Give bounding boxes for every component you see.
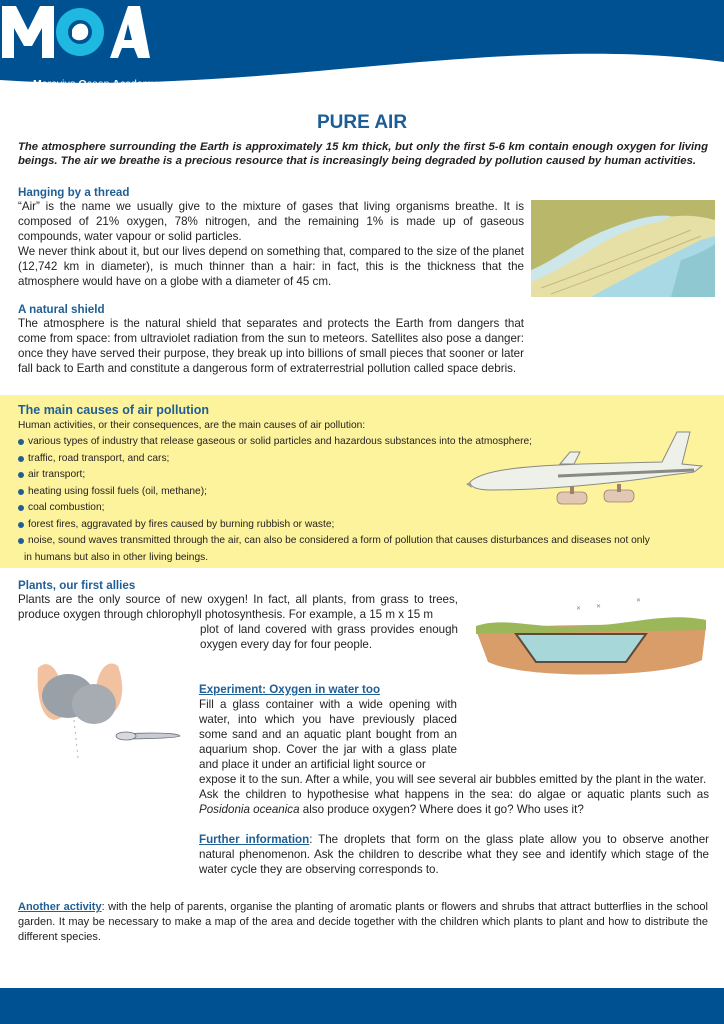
text: : The droplets that form on the glass plate allow you to observe another natural phenomenon. Ask the children to describe what they see and identify which stage of the water cycle they are observing corresponds to. bbox=[199, 833, 710, 876]
svg-text:✕: ✕ bbox=[636, 598, 642, 604]
lead-text: Human activities, or their consequences, are the main causes of air pollution: bbox=[18, 420, 366, 431]
tagline-m: M bbox=[33, 78, 42, 90]
section-another-activity bbox=[18, 900, 708, 945]
page-title: PURE AIR bbox=[316, 112, 408, 133]
list-item bbox=[18, 533, 708, 550]
text: also produce oxygen? Where does it go? Who uses it? bbox=[299, 803, 584, 816]
paragraph: plot of land covered with grass provides enough oxygen every day for four people. bbox=[200, 623, 458, 651]
list-item-text: traffic, road transport, and cars; bbox=[28, 452, 170, 464]
bullet-icon bbox=[18, 489, 24, 495]
section-heading: Plants, our first allies bbox=[18, 579, 136, 592]
logo-tagline bbox=[33, 78, 157, 90]
section-heading: A natural shield bbox=[18, 303, 105, 316]
paragraph bbox=[199, 832, 709, 877]
pond-illustration bbox=[466, 590, 716, 682]
paragraph bbox=[199, 787, 709, 817]
bullet-icon bbox=[18, 522, 24, 528]
section-plants-first-allies bbox=[18, 579, 458, 652]
list-item-text: noise, sound waves transmitted through the air, can also be considered a form of pollution that causes disturbances and diseases not only bbox=[28, 535, 650, 546]
paragraph: “Air” is the name we usually give to the mixture of gases that living organisms breathe. It is composed of 21% oxygen, 78% nitrogen, and the remaining 1% is made up of gaseous compounds, water vapour or solid particles. bbox=[18, 200, 524, 243]
list-item-text: air transport; bbox=[28, 469, 86, 480]
paragraph: Plants are the only source of new oxygen! In fact, all plants, from grass to trees, produce oxygen through chlorophyll photosynthesis. For example, a 15 m x 15 m bbox=[18, 593, 458, 621]
list-item-text: various types of industry that release gaseous or solid particles and hazardous substances into the atmosphere; bbox=[28, 436, 533, 447]
list-item-text: forest fires, aggravated by fires caused by burning rubbish or waste; bbox=[28, 518, 335, 530]
further-information-link[interactable]: Further information bbox=[199, 833, 310, 846]
section-heading: The main causes of air pollution bbox=[18, 403, 210, 417]
tagline-ocean: cean bbox=[86, 78, 113, 90]
airplane-illustration bbox=[462, 424, 707, 510]
tagline-o: O bbox=[78, 78, 87, 90]
species-name: Posidonia oceanica bbox=[199, 803, 300, 816]
paragraph: expose it to the sun. After a while, you will see several air bubbles emitted by the plant in the water. bbox=[199, 773, 707, 786]
intro-paragraph: The atmosphere surrounding the Earth is approximately 15 km thick, but only the first 5-6 km contain enough oxygen for living beings. The air we breathe is a precious resource that is increasingly being degraded by pollution caused by human activities. bbox=[18, 141, 708, 167]
header-banner bbox=[0, 0, 724, 108]
experiment-heading-link[interactable]: Experiment: Oxygen in water too bbox=[199, 683, 381, 696]
another-activity-link[interactable]: Another activity bbox=[18, 901, 102, 913]
list-item-text: heating using fossil fuels (oil, methane); bbox=[28, 485, 207, 497]
section-hanging-by-a-thread bbox=[18, 186, 524, 289]
list-item bbox=[18, 517, 708, 534]
relief-map-illustration bbox=[531, 200, 715, 297]
section-heading: Hanging by a thread bbox=[18, 186, 130, 199]
text: Ask the children to hypothesise what happens in the sea: do algae or aquatic plants such as bbox=[199, 788, 709, 801]
bullet-icon bbox=[18, 472, 24, 478]
bullet-icon bbox=[18, 505, 24, 511]
bullet-icon bbox=[18, 538, 24, 544]
list-item-text: coal combustion; bbox=[28, 502, 105, 513]
svg-text:✕: ✕ bbox=[596, 604, 602, 610]
svg-text:✕: ✕ bbox=[576, 606, 582, 612]
moa-logo bbox=[0, 0, 150, 70]
footer-bar bbox=[0, 988, 724, 1024]
text: : with the help of parents, organise the planting of aromatic plants or flowers and shrubs that attract butterflies in the school garden. It may be necessary to make a map of the area and decide together with the children which plants to plant and how to distribute the different species. bbox=[18, 901, 708, 943]
paragraph: We never think about it, but our lives depend on something that, compared to the size of the planet (12,742 km in diameter), is much thinner than a hair: in fact, this is the thickness that the atmosphere would have on a globe with a diameter of 45 cm. bbox=[18, 245, 524, 288]
bullet-icon bbox=[18, 439, 24, 445]
section-natural-shield bbox=[18, 303, 524, 376]
paragraph: Fill a glass container with a wide opening with water, into which you have previously placed some sand and an aquatic plant bought from an aquarium shop. Cover the jar with a glass plate and place it under an artificial light source or bbox=[199, 698, 457, 771]
tagline-a: A bbox=[112, 78, 120, 90]
list-item-continuation: in humans but also in other living beings. bbox=[24, 551, 209, 563]
tagline-academy: cademy bbox=[119, 78, 157, 90]
hands-with-sand-illustration bbox=[18, 648, 188, 778]
section-experiment bbox=[199, 682, 709, 877]
tagline-marevivo: arevivo bbox=[41, 78, 79, 90]
bullet-icon bbox=[18, 456, 24, 462]
paragraph: The atmosphere is the natural shield that separates and protects the Earth from dangers that come from space: from ultraviolet radiation from the sun to meteors. Satellites also pose a danger: once they have served their purpose, they break up into billions of small pieces that sooner or later fall back to Earth and constitute a dangerous form of extraterrestrial pollution called space debris. bbox=[18, 317, 524, 375]
